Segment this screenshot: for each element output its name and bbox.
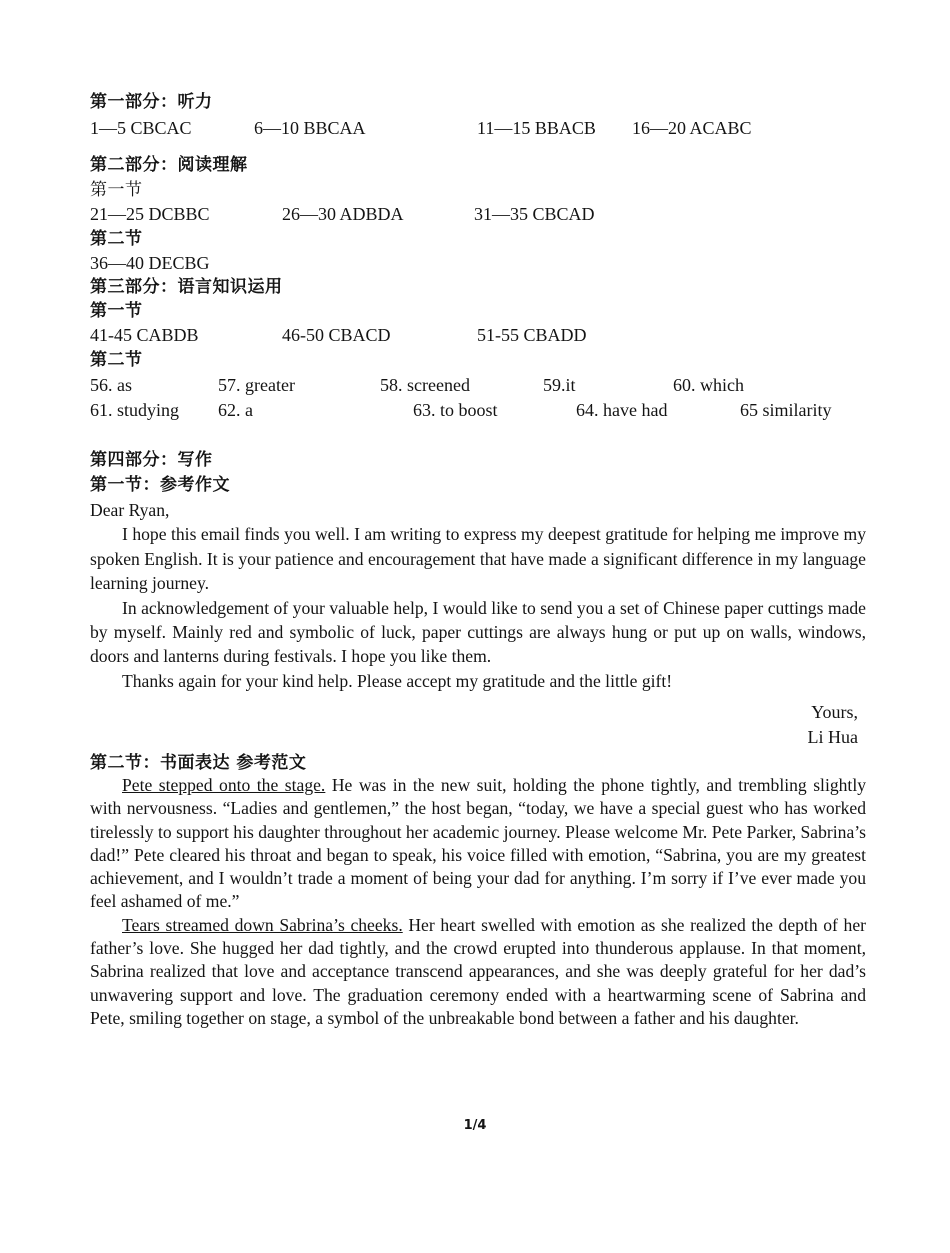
fill-answer: 58. screened <box>380 375 470 395</box>
letter-paragraph: I hope this email finds you well. I am writing to express my deepest gratitude for helping me improve my spoken English. It is your patience and encouragement that have made a significant difference in my language learning journey. <box>90 524 866 594</box>
essay-paragraph <box>90 774 866 914</box>
answer-range: 6—10 BBCAA <box>254 118 366 138</box>
letter-closing: Yours, <box>811 702 858 722</box>
essay-text: He was in the new suit, holding the phone tightly, and trembling slightly with nervousness. “Ladies and gentlemen,” the host began, “today, we have a special guest who has worked tirelessly to support his daughter throughout her academic journey. Please welcome Mr. Pete Parker, Sabrina’s dad!” Pete cleared his throat and began to speak, his voice filled with emotion, “Sabrina, you are my greatest achievement, and I wouldn’t trade a moment of being your dad for anything. I’m sorry if I’ve ever made you feel ashamed of me.” <box>90 775 867 912</box>
answer-range: 21—25 DCBBC <box>90 204 210 224</box>
fill-answer: 56. as <box>90 375 132 395</box>
essay-lead-sentence: Tears streamed down Sabrina’s cheeks. <box>122 914 403 935</box>
answer-range: 31—35 CBCAD <box>474 204 595 224</box>
fill-answer: 60. which <box>673 375 744 395</box>
part4-heading: 第四部分：写作 <box>90 450 213 470</box>
answer-range: 26—30 ADBDA <box>282 204 404 224</box>
essay-lead-sentence: Pete stepped onto the stage. <box>122 775 326 795</box>
section-heading: 第二节：书面表达 参考范文 <box>90 753 307 773</box>
section-heading: 第二节 <box>90 350 143 370</box>
answer-range: 46-50 CBACD <box>282 325 391 345</box>
fill-answer: 57. greater <box>218 375 295 395</box>
answer-range: 11—15 BBACB <box>477 118 596 138</box>
fill-answer: 59.it <box>543 375 576 395</box>
section-heading: 第二节 <box>90 229 143 249</box>
letter-paragraph: Thanks again for your kind help. Please accept my gratitude and the little gift! <box>122 670 673 691</box>
letter-paragraph: In acknowledgement of your valuable help, I would like to send you a set of Chinese paper cuttings made by myself. Mainly red and symbolic of luck, paper cuttings are always hung or put up on walls, windows, doors and lanterns during festivals. I hope you like them. <box>90 597 866 667</box>
essay-body <box>90 774 866 1030</box>
part2-heading: 第二部分：阅读理解 <box>90 155 248 175</box>
fill-answer: 62. a <box>218 400 253 420</box>
part1-heading: 第一部分：听力 <box>90 92 213 112</box>
answer-range: 41-45 CABDB <box>90 325 199 345</box>
section-heading: 第一节 <box>90 180 143 200</box>
part3-heading: 第三部分：语言知识运用 <box>90 277 283 297</box>
fill-answer: 61. studying <box>90 400 180 420</box>
answer-range: 51-55 CBADD <box>477 325 587 345</box>
answer-range: 36—40 DECBG <box>90 253 210 273</box>
essay-text: Her heart swelled with emotion as she realized the depth of her father’s love. She hugged her dad tightly, and the crowd erupted into thunderous applause. In that moment, Sabrina realized that love and acceptance transcend appearances, and she was deeply grateful for her dad’s unwavering support and love. The graduation ceremony ended with a heartwarming scene of Sabrina and Pete, smiling together on stage, a symbol of the unbreakable bond between a father and his daughter. <box>90 914 866 1028</box>
fill-answer: 64. have had <box>576 400 668 420</box>
fill-answer: 63. to boost <box>413 400 498 420</box>
answer-range: 16—20 ACABC <box>632 118 752 138</box>
page-number: 1/4 <box>463 1118 487 1133</box>
section-heading: 第一节：参考作文 <box>90 475 230 495</box>
letter-body <box>90 498 866 693</box>
essay-paragraph <box>90 914 866 1030</box>
letter-greeting: Dear Ryan, <box>90 500 170 520</box>
fill-answer: 65 similarity <box>740 400 832 420</box>
answer-range: 1—5 CBCAC <box>90 118 192 138</box>
section-heading: 第一节 <box>90 301 143 321</box>
letter-signature: Li Hua <box>807 727 858 747</box>
